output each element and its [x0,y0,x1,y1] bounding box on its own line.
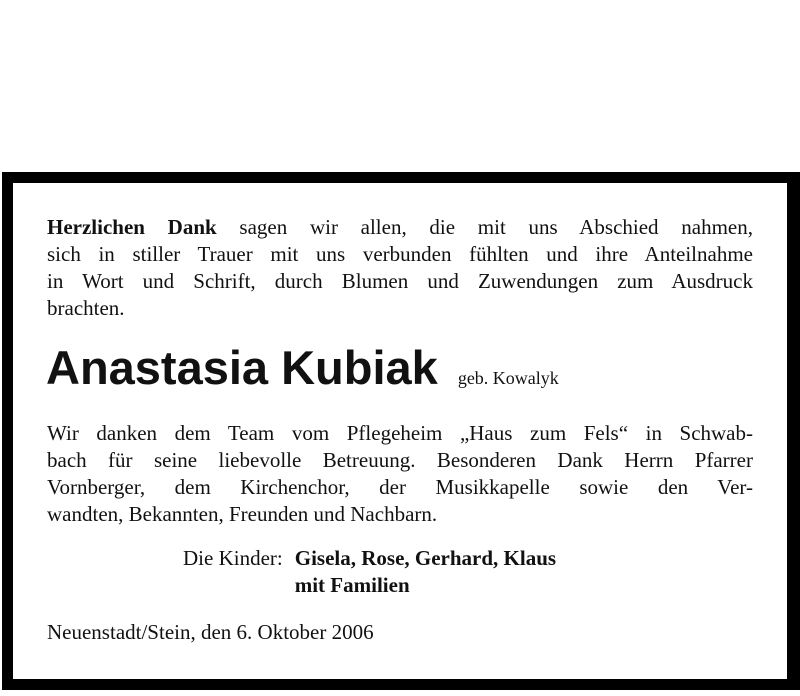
deceased-name: Anastasia Kubiak [46,341,438,394]
intro-line-2: sich in stiller Trauer mit uns verbunden fühlten und ihre Anteilnahme [47,242,753,266]
intro-bold-lead: Herzlichen Dank [47,215,217,239]
intro-line-3: in Wort und Schrift, durch Blumen und Zuwendungen zum Ausdruck [47,269,753,293]
thanks-line-1: Wir danken dem Team vom Pflegeheim „Haus zum Fels“ in Schwab- [47,421,753,445]
place-date: Neuenstadt/Stein, den 6. Oktober 2006 [47,620,374,644]
children-names: Gisela, Rose, Gerhard, Klaus [294,546,557,570]
thanks-line-2: bach für seine liebevolle Betreuung. Besonderen Dank Herrn Pfarrer [47,448,753,472]
intro-line-1 [47,214,753,241]
signature [183,545,556,599]
intro-line-4: brachten. [47,296,125,320]
deceased-heading [46,338,559,398]
birth-name: geb. Kowalyk [457,368,559,388]
thanks-line-4: wandten, Bekannten, Freunden und Nachbarn. [47,502,438,526]
signature-names [295,545,556,599]
with-families: mit Familien [294,573,410,597]
signature-label: Die Kinder: [183,546,283,570]
intro-text: sagen wir allen, die mit uns Abschied nahmen, [216,215,753,239]
thanks-line-3: Vornberger, dem Kirchenchor, der Musikkapelle sowie den Ver- [47,475,753,499]
